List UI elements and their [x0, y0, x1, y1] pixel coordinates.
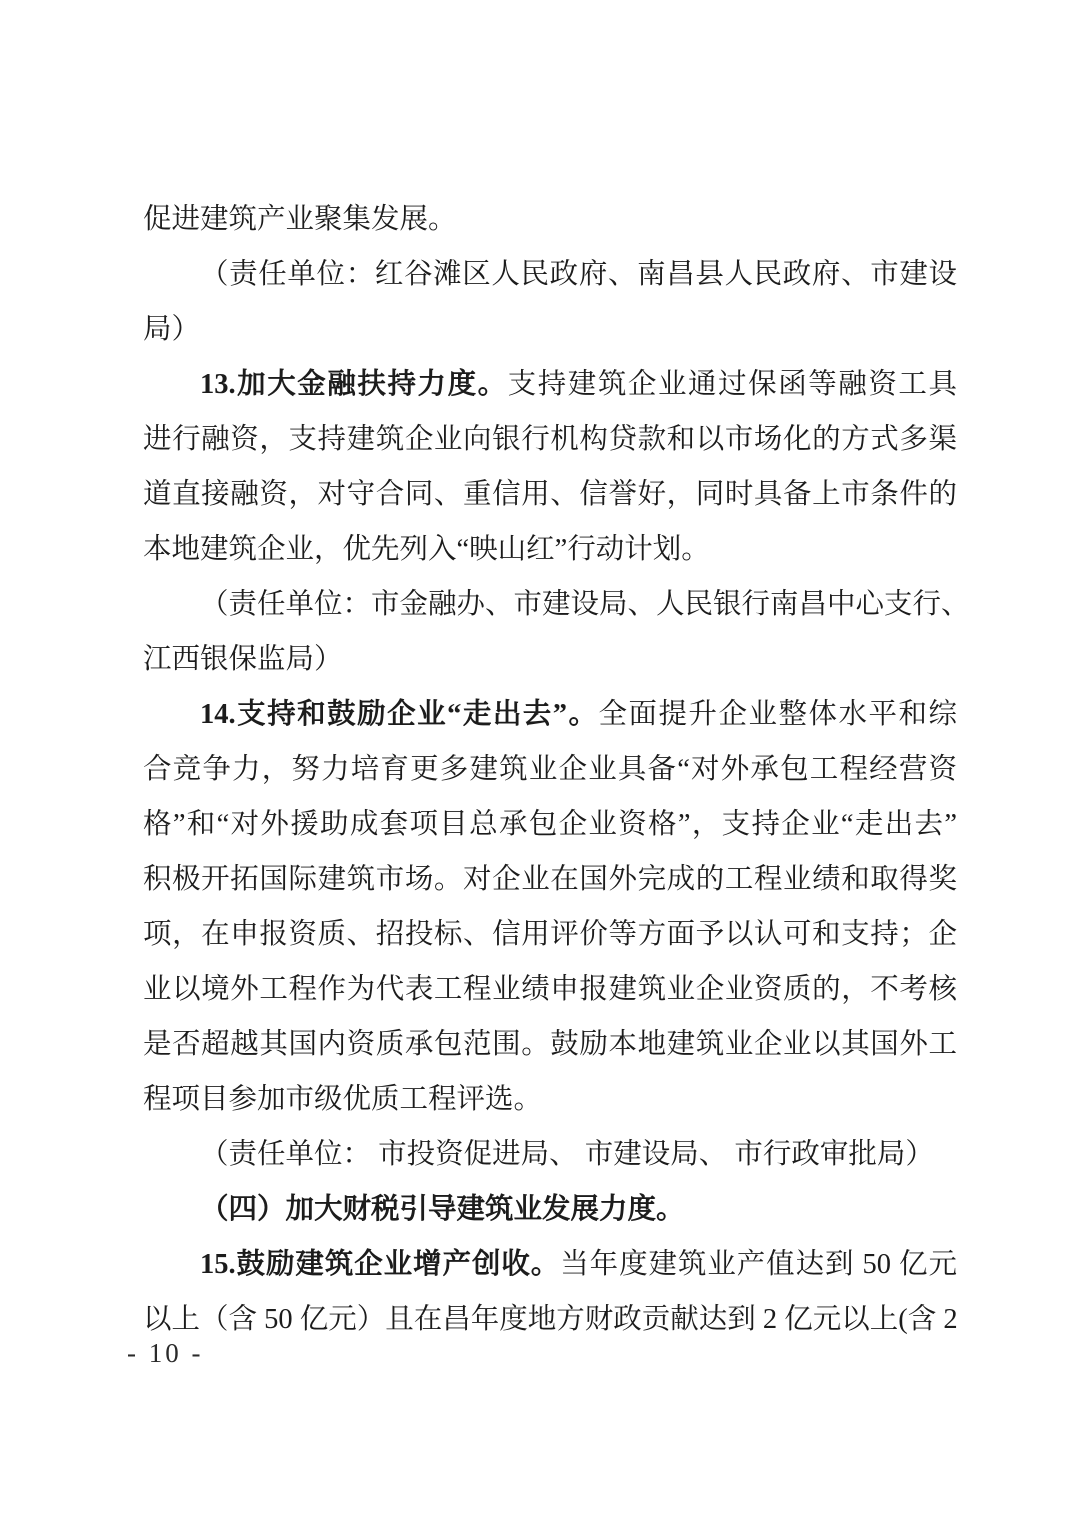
doc-line [143, 742, 957, 797]
doc-line [143, 1292, 957, 1347]
doc-line-text: 项，在申报资质、招投标、信用评价等方面予以认可和支持；企 [143, 919, 957, 950]
doc-line [143, 522, 957, 577]
doc-line [143, 632, 957, 687]
doc-line [143, 412, 957, 467]
doc-line-text: 业以境外工程作为代表工程业绩申报建筑业企业资质的，不考核 [143, 974, 957, 1005]
doc-line [143, 192, 957, 247]
doc-line [143, 962, 957, 1017]
doc-line [143, 852, 957, 907]
doc-line-text: 当年度建筑业产值达到 50 亿元 [560, 1249, 957, 1280]
doc-line [143, 797, 957, 852]
doc-line-text: 全面提升企业整体水平和综 [598, 699, 957, 730]
doc-line-text: 以上（含 50 亿元）且在昌年度地方财政贡献达到 2 亿元以上(含 2 [143, 1304, 958, 1335]
doc-line-bold: 13.加大金融扶持力度。 [200, 369, 508, 400]
doc-line-section-4-heading [143, 1182, 957, 1237]
doc-line-text: 程项目参加市级优质工程评选。 [143, 1084, 543, 1115]
doc-line [143, 1127, 957, 1182]
doc-line-item-13 [143, 357, 957, 412]
doc-line [143, 1017, 957, 1072]
doc-line-text: （责任单位：市金融办、市建设局、人民银行南昌中心支行、 [200, 589, 970, 620]
doc-line-text: 格”和“对外援助成套项目总承包企业资格”，支持企业“走出去” [143, 809, 957, 840]
doc-line-text: （责任单位：红谷滩区人民政府、南昌县人民政府、市建设 [200, 259, 957, 290]
doc-line-bold: 14.支持和鼓励企业“走出去”。 [200, 699, 599, 730]
doc-line [143, 467, 957, 522]
doc-line-text: 江西银保监局） [143, 644, 343, 675]
doc-line-text: 进行融资，支持建筑企业向银行机构贷款和以市场化的方式多渠 [143, 424, 957, 455]
page-number: - 10 - [127, 1338, 204, 1368]
doc-line [143, 577, 970, 632]
doc-line-text: 促进建筑产业聚集发展。 [143, 204, 457, 235]
doc-line [143, 907, 957, 962]
doc-line-text: 合竞争力，努力培育更多建筑业企业具备“对外承包工程经营资 [143, 754, 957, 785]
doc-line-text: （责任单位： 市投资促进局、 市建设局、 市行政审批局） [200, 1139, 934, 1170]
doc-line [143, 1072, 957, 1127]
doc-line [143, 247, 957, 302]
doc-line-text: 支持建筑企业通过保函等融资工具 [507, 369, 957, 400]
doc-line-text: 道直接融资，对守合同、重信用、信誉好，同时具备上市条件的 [143, 479, 957, 510]
doc-line-text: 积极开拓国际建筑市场。对企业在国外完成的工程业绩和取得奖 [143, 864, 957, 895]
doc-line-text: 本地建筑企业，优先列入“映山红”行动计划。 [143, 534, 710, 565]
doc-line-item-14 [143, 687, 957, 742]
doc-line-text: 是否超越其国内资质承包范围。鼓励本地建筑业企业以其国外工 [143, 1029, 957, 1060]
document-body [143, 192, 970, 1347]
doc-line-item-15 [143, 1237, 957, 1292]
doc-line [143, 302, 957, 357]
doc-line-bold: 15.鼓励建筑企业增产创收。 [200, 1249, 561, 1280]
doc-line-text: 局） [143, 314, 201, 345]
doc-line-bold: （四）加大财税引导建筑业发展力度。 [200, 1194, 685, 1225]
